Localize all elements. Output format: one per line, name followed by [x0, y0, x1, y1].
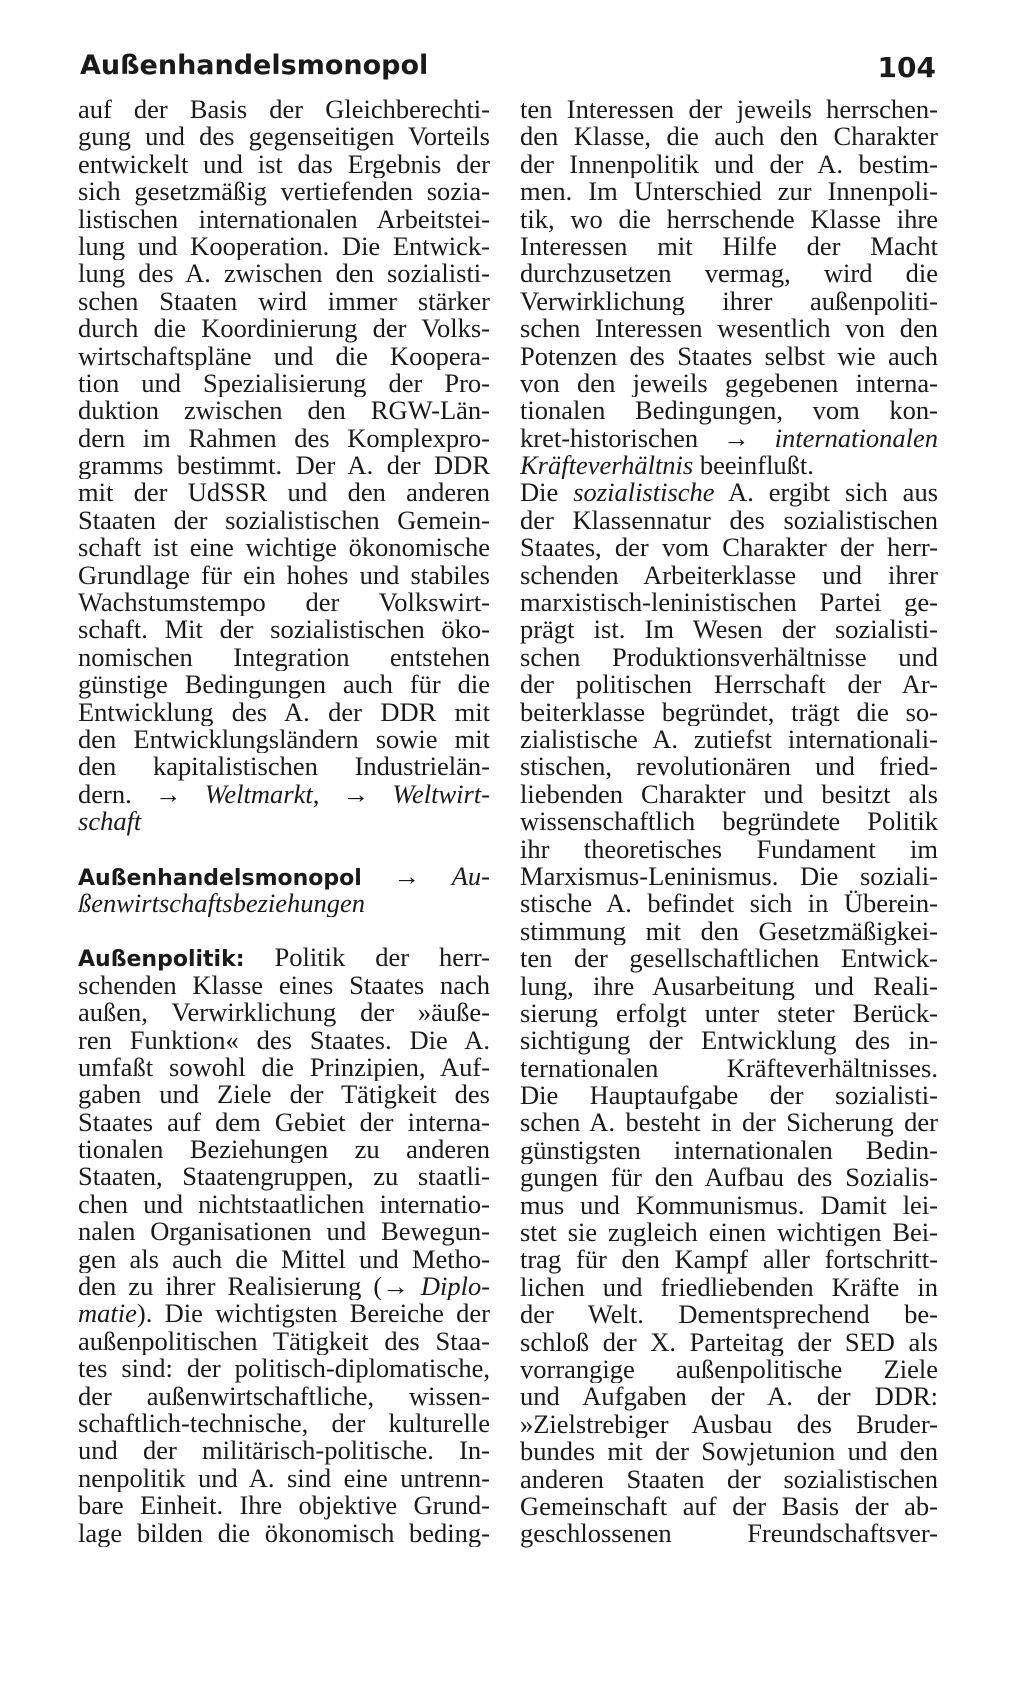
- left-column: [78, 96, 490, 1547]
- headword: Außenpolitik:: [78, 947, 245, 972]
- text-line: stischen, revolutionären und fried-: [520, 753, 938, 781]
- text-line: [78, 863, 490, 890]
- cross-reference-weltwirtschaft-cont[interactable]: schaft: [78, 808, 142, 836]
- text-line: Grundlage für ein hohes und stabiles: [78, 561, 490, 590]
- headword: Außenhandelsmonopol: [78, 865, 362, 890]
- text-line: gramms bestimmt. Der A. der DDR: [78, 452, 490, 480]
- cross-reference-weltmarkt[interactable]: Weltmarkt,: [204, 780, 320, 809]
- text-line: sich gesetzmäßig vertiefenden sozia-: [78, 178, 490, 206]
- text-line: schaft. Mit der sozialistischen öko-: [78, 616, 490, 644]
- text-line: trag für den Kampf aller fortschritt-: [520, 1246, 938, 1274]
- text-line: und der militärisch-politische. In-: [78, 1437, 490, 1465]
- text-line: wissenschaftlich begründete Politik: [520, 808, 938, 836]
- text-span: beeinflußt.: [699, 452, 814, 480]
- text-span: A. ergibt sich aus: [728, 479, 938, 507]
- text-line: den kapitalistischen Industrielän-: [78, 753, 490, 781]
- text-line: schloß der X. Parteitag der SED als: [520, 1328, 938, 1356]
- text-line: geschlossenen Freundschaftsver-: [520, 1520, 938, 1548]
- text-line: auf der Basis der Gleichberechti-: [78, 96, 490, 124]
- text-line: zialistische A. zutiefst internationali-: [520, 725, 938, 754]
- cross-reference-kraefteverhaeltnis[interactable]: Kräfteverhältnis: [520, 452, 694, 480]
- text-line: lung, ihre Ausarbeitung und Reali-: [520, 972, 938, 1000]
- text-line: außenpolitischen Tätigkeit des Staa-: [78, 1327, 490, 1356]
- text-line: wirtschaftspläne und die Koopera-: [78, 342, 490, 370]
- text-line: tion und Spezialisierung der Pro-: [78, 369, 490, 398]
- text-line: tionalen Bedingungen, vom kon-: [520, 397, 938, 425]
- text-line: der Welt. Dementsprechend be-: [520, 1301, 938, 1329]
- text-line: lung und Kooperation. Die Entwick-: [78, 232, 490, 261]
- cross-reference-arrow: →: [382, 1273, 409, 1301]
- text-line: schaftlich-technische, der kulturelle: [78, 1409, 490, 1438]
- text-line: und Aufgaben der A. der DDR:: [520, 1383, 938, 1411]
- text-line: den Klasse, die auch den Charakter: [520, 123, 938, 151]
- cross-reference-internationalen[interactable]: internationalen: [774, 424, 938, 453]
- text-line: Staaten der sozialistischen Gemein-: [78, 506, 490, 535]
- text-line: außen, Verwirklichung der »äuße-: [78, 999, 490, 1027]
- cross-reference-weltwirtschaft[interactable]: Weltwirt-: [392, 780, 490, 809]
- text-line: Entwicklung des A. der DDR mit: [78, 698, 490, 726]
- text-line: gaben und Ziele der Tätigkeit des: [78, 1081, 490, 1109]
- text-line: men. Im Unterschied zur Innenpoli-: [520, 178, 938, 206]
- text-line: ternationalen Kräfteverhältnisses.: [520, 1054, 938, 1083]
- text-line: lichen und friedliebenden Kräfte in: [520, 1273, 938, 1302]
- text-line: beiterklasse begründet, trägt die so-: [520, 698, 938, 726]
- text-span: kret-historischen: [520, 424, 699, 453]
- text-line: [78, 781, 490, 808]
- text-span: den zu ihrer Realisierung (: [78, 1273, 383, 1301]
- text-line: Staates auf dem Gebiet der interna-: [78, 1108, 490, 1137]
- text-line: der außenwirtschaftliche, wissen-: [78, 1382, 490, 1410]
- text-line: Potenzen des Staates selbst wie auch: [520, 342, 938, 370]
- text-line: [78, 808, 490, 835]
- text-span: Politik der herr-: [274, 944, 490, 972]
- cross-reference-arrow: →: [154, 780, 182, 809]
- text-line: tik, wo die herrschende Klasse ihre: [520, 205, 938, 233]
- text-line: entwickelt und ist das Ergebnis der: [78, 150, 490, 179]
- running-head: Außenhandelsmonopol: [80, 50, 429, 81]
- text-line: [520, 479, 938, 506]
- text-line: ten der gesellschaftlichen Entwick-: [520, 945, 938, 973]
- text-line: gen als auch die Mittel und Metho-: [78, 1245, 490, 1274]
- text-span: ). Die wichtigsten Bereiche der: [136, 1300, 490, 1328]
- cross-reference-diplomatie-cont[interactable]: matie: [78, 1300, 137, 1328]
- cross-reference-arrow: →: [342, 780, 370, 809]
- text-line: Interessen mit Hilfe der Macht: [520, 232, 938, 261]
- text-span: dern.: [78, 780, 132, 809]
- entry-aussenpolitik: [78, 944, 490, 1547]
- text-line: lage bilden die ökonomisch beding-: [78, 1519, 490, 1547]
- text-line: umfaßt sowohl die Prinzipien, Auf-: [78, 1053, 490, 1082]
- text-line: schen Interessen wesentlich von den: [520, 315, 938, 343]
- text-line: Die Hauptaufgabe der sozialisti-: [520, 1082, 938, 1110]
- text-line: schenden Arbeiterklasse und ihrer: [520, 561, 938, 590]
- page-number: 104: [877, 51, 936, 84]
- text-line: dern im Rahmen des Komplexpro-: [78, 424, 490, 453]
- text-span: Die: [520, 479, 559, 507]
- text-line: [78, 944, 490, 971]
- text-line: Marxismus-Leninismus. Die soziali-: [520, 862, 938, 891]
- emphasis-sozialistische: sozialistische: [573, 479, 715, 507]
- text-line: gungen für den Aufbau des Sozialis-: [520, 1164, 938, 1192]
- text-line: lung des A. zwischen den sozialisti-: [78, 260, 490, 288]
- text-line: schenden Klasse eines Staates nach: [78, 971, 490, 1000]
- text-line: marxistisch-leninistischen Partei ge-: [520, 589, 938, 617]
- text-line: gung und des gegenseitigen Vorteils: [78, 123, 490, 151]
- text-line: prägt ist. Im Wesen der sozialisti-: [520, 616, 938, 644]
- text-line: Verwirklichung ihrer außenpoliti-: [520, 287, 938, 316]
- text-line: mit der UdSSR und den anderen: [78, 479, 490, 507]
- text-line: ren Funktion« des Staates. Die A.: [78, 1026, 490, 1054]
- text-line: günstigsten internationalen Bedin-: [520, 1136, 938, 1165]
- text-line: stet sie zugleich einen wichtigen Bei-: [520, 1219, 938, 1247]
- text-line: duktion zwischen den RGW-Län-: [78, 397, 490, 425]
- cross-reference-aussenwirtschaft[interactable]: Au-: [451, 862, 490, 890]
- text-line: Staaten, Staatengruppen, zu staatli-: [78, 1163, 490, 1191]
- text-line: Gemeinschaft auf der Basis der ab-: [520, 1492, 938, 1521]
- text-line: schen Produktionsverhältnisse und: [520, 643, 938, 672]
- text-line: schen A. besteht in der Sicherung der: [520, 1109, 938, 1137]
- text-line: der Klassennatur des sozialistischen: [520, 506, 938, 535]
- text-line: durchzusetzen vermag, wird die: [520, 260, 938, 288]
- text-line: listischen internationalen Arbeitstei-: [78, 205, 490, 233]
- cross-reference-diplomatie[interactable]: Diplo-: [420, 1273, 490, 1301]
- text-line: ihr theoretisches Fundament im: [520, 835, 938, 863]
- text-line: der Innenpolitik und der A. bestim-: [520, 150, 938, 179]
- text-line: mus und Kommunismus. Damit lei-: [520, 1191, 938, 1220]
- text-line: tes sind: der politisch-diplomatische,: [78, 1355, 490, 1383]
- cross-reference-arrow: →: [393, 862, 421, 890]
- text-line: günstige Bedingungen auch für die: [78, 671, 490, 699]
- text-line: Wachstumstempo der Volkswirt-: [78, 589, 490, 617]
- text-line: [520, 425, 938, 452]
- text-line: schen Staaten wird immer stärker: [78, 287, 490, 316]
- entry-continuation: [78, 96, 490, 836]
- text-line: nalen Organisationen und Bewegun-: [78, 1218, 490, 1246]
- text-line: schaft ist eine wichtige ökonomische: [78, 534, 490, 562]
- text-line: [520, 452, 938, 479]
- text-line: von den jeweils gegebenen interna-: [520, 369, 938, 398]
- text-line: anderen Staaten der sozialistischen: [520, 1465, 938, 1493]
- text-line: sichtigung der Entwicklung des in-: [520, 1027, 938, 1055]
- cross-reference-aussenwirtschaft-cont[interactable]: ßenwirtschaftsbeziehungen: [78, 889, 366, 918]
- text-line: den Entwicklungsländern sowie mit: [78, 725, 490, 754]
- text-line: Staates, der vom Charakter der herr-: [520, 534, 938, 562]
- text-line: vorrangige außenpolitische Ziele: [520, 1355, 938, 1384]
- cross-reference-arrow: →: [723, 424, 750, 453]
- text-line: der politischen Herrschaft der Ar-: [520, 671, 938, 699]
- text-line: »Zielstrebiger Ausbau des Bruder-: [520, 1410, 938, 1439]
- text-line: [78, 890, 490, 917]
- text-line: [78, 1300, 490, 1327]
- entry-aussenpolitik-continuation: [520, 96, 938, 1548]
- text-line: sierung erfolgt unter steter Berück-: [520, 999, 938, 1028]
- text-line: [78, 1273, 490, 1300]
- text-line: bundes mit der Sowjetunion und den: [520, 1438, 938, 1466]
- text-line: nenpolitik und A. sind eine untrenn-: [78, 1464, 490, 1493]
- text-line: nomischen Integration entstehen: [78, 643, 490, 672]
- text-line: tionalen Beziehungen zu anderen: [78, 1136, 490, 1164]
- entry-aussenhandelsmonopol: [78, 863, 490, 918]
- text-line: stische A. befindet sich in Überein-: [520, 890, 938, 918]
- text-line: liebenden Charakter und besitzt als: [520, 780, 938, 809]
- text-line: durch die Koordinierung der Volks-: [78, 315, 490, 343]
- text-line: stimmung mit den Gesetzmäßigkei-: [520, 917, 938, 946]
- text-line: bare Einheit. Ihre objektive Grund-: [78, 1492, 490, 1520]
- text-line: chen und nichtstaatlichen internatio-: [78, 1190, 490, 1219]
- text-line: ten Interessen der jeweils herrschen-: [520, 96, 938, 124]
- right-column: [520, 96, 938, 1548]
